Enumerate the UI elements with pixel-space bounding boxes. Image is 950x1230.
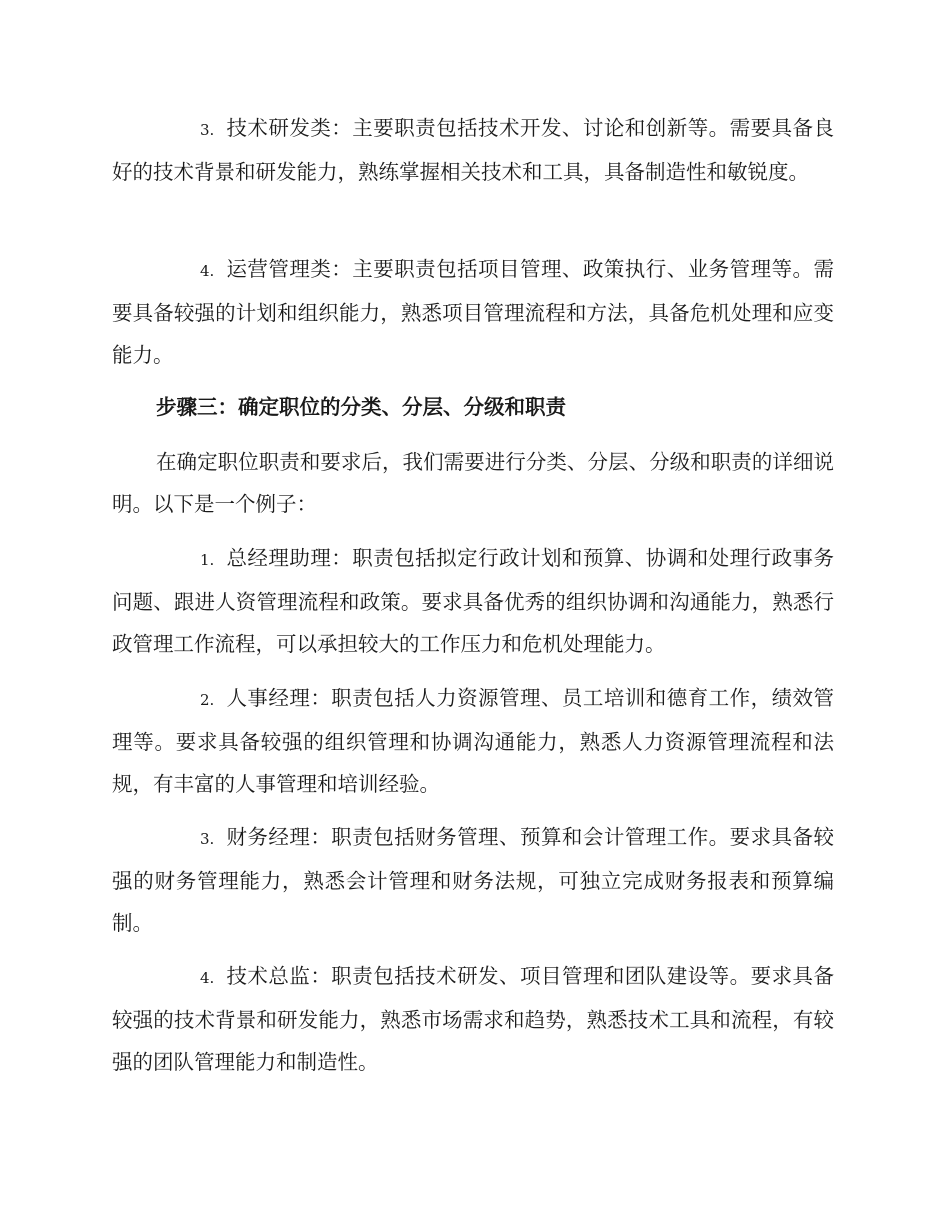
list-item bbox=[112, 677, 834, 805]
item-number: 3. bbox=[200, 830, 215, 848]
list-bottom-1 bbox=[112, 537, 834, 665]
list-top-2 bbox=[112, 248, 834, 376]
list-item bbox=[112, 816, 834, 944]
item-text: 总经理助理：职责包括拟定行政计划和预算、协调和处理行政事务问题、跟进人资管理流程和政策。要求具备优秀的组织协调和沟通能力，熟悉行政管理工作流程，可以承担较大的工作压力和危机处理能力。 bbox=[112, 546, 834, 656]
list-item bbox=[112, 248, 834, 376]
list-bottom-4 bbox=[112, 955, 834, 1083]
item-number: 4. bbox=[200, 969, 215, 987]
item-text: 人事经理：职责包括人力资源管理、员工培训和德育工作，绩效管理等。要求具备较强的组织管理和协调沟通能力，熟悉人力资源管理流程和法规，有丰富的人事管理和培训经验。 bbox=[112, 686, 834, 796]
list-top bbox=[112, 107, 834, 193]
list-item bbox=[112, 537, 834, 665]
item-number: 4. bbox=[200, 262, 215, 280]
list-item bbox=[112, 107, 834, 193]
item-number: 2. bbox=[200, 691, 215, 709]
list-bottom-2 bbox=[112, 677, 834, 805]
item-number: 1. bbox=[200, 551, 215, 569]
item-text: 技术研发类：主要职责包括技术开发、讨论和创新等。需要具备良好的技术背景和研发能力，熟练掌握相关技术和工具，具备制造性和敏锐度。 bbox=[112, 116, 834, 184]
item-text: 技术总监：职责包括技术研发、项目管理和团队建设等。要求具备较强的技术背景和研发能力，熟悉市场需求和趋势，熟悉技术工具和流程，有较强的团队管理能力和制造性。 bbox=[112, 964, 834, 1074]
section-heading-block bbox=[112, 386, 834, 428]
list-item bbox=[112, 955, 834, 1083]
section-heading: 步骤三：确定职位的分类、分层、分级和职责 bbox=[156, 395, 566, 419]
intro-paragraph: 在确定职位职责和要求后，我们需要进行分类、分层、分级和职责的详细说明。以下是一个例子： bbox=[112, 450, 834, 516]
list-bottom-3 bbox=[112, 816, 834, 944]
item-text: 财务经理：职责包括财务管理、预算和会计管理工作。要求具备较强的财务管理能力，熟悉会计管理和财务法规，可独立完成财务报表和预算编制。 bbox=[112, 825, 834, 935]
item-text: 运营管理类：主要职责包括项目管理、政策执行、业务管理等。需要具备较强的计划和组织能力，熟悉项目管理流程和方法，具备危机处理和应变能力。 bbox=[112, 257, 834, 367]
intro-block bbox=[112, 441, 834, 525]
item-number: 3. bbox=[200, 121, 215, 139]
